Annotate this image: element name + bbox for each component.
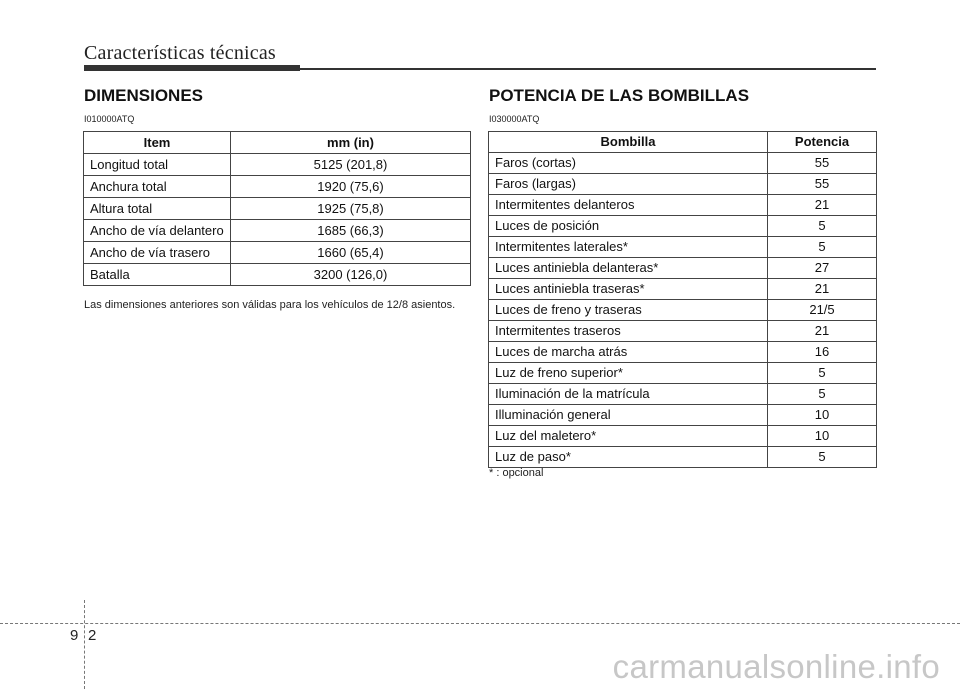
row-value-cell: 21/5 (768, 300, 877, 321)
row-value-cell: 27 (768, 258, 877, 279)
dimensions-table (83, 131, 471, 286)
table-row (84, 264, 471, 286)
row-label-cell: Intermitentes traseros (489, 321, 768, 342)
row-value-cell: 55 (768, 174, 877, 195)
table-row (489, 279, 877, 300)
row-label-cell: Luz del maletero* (489, 426, 768, 447)
table-row (84, 220, 471, 242)
footer-vertical-divider (84, 600, 85, 689)
row-label-cell: Luz de freno superior* (489, 363, 768, 384)
row-value-cell: 1920 (75,6) (231, 176, 471, 198)
column-header: Potencia (768, 132, 877, 153)
row-value-cell: 10 (768, 405, 877, 426)
bulbs-title: POTENCIA DE LAS BOMBILLAS (489, 86, 750, 105)
row-label-cell: Iluminación de la matrícula (489, 384, 768, 405)
row-label-cell: Intermitentes laterales* (489, 237, 768, 258)
dimensions-title: DIMENSIONES (84, 86, 204, 105)
table-row (489, 363, 877, 384)
row-label-cell: Ancho de vía delantero (84, 220, 231, 242)
row-value-cell: 16 (768, 342, 877, 363)
row-value-cell: 5 (768, 363, 877, 384)
table-row (84, 154, 471, 176)
column-header: Bombilla (489, 132, 768, 153)
row-value-cell: 3200 (126,0) (231, 264, 471, 286)
row-value-cell: 55 (768, 153, 877, 174)
row-label-cell: Luces antiniebla traseras* (489, 279, 768, 300)
column-header: Item (84, 132, 231, 154)
row-label-cell: Ancho de vía trasero (84, 242, 231, 264)
table-row (489, 342, 877, 363)
table-row (489, 258, 877, 279)
row-label-cell: Luces de marcha atrás (489, 342, 768, 363)
bulbs-note: * : opcional (489, 467, 544, 479)
row-label-cell: Faros (largas) (489, 174, 768, 195)
table-row (489, 405, 877, 426)
row-value-cell: 1685 (66,3) (231, 220, 471, 242)
row-value-cell: 1660 (65,4) (231, 242, 471, 264)
header-rule-thin (300, 68, 876, 70)
row-label-cell: Illuminación general (489, 405, 768, 426)
watermark: carmanualsonline.info (612, 648, 940, 685)
row-value-cell: 5 (768, 447, 877, 468)
row-label-cell: Longitud total (84, 154, 231, 176)
table-row (84, 198, 471, 220)
row-value-cell: 5125 (201,8) (231, 154, 471, 176)
table-row (84, 242, 471, 264)
row-label-cell: Intermitentes delanteros (489, 195, 768, 216)
table-row (489, 195, 877, 216)
column-header: mm (in) (231, 132, 471, 154)
table-row (489, 321, 877, 342)
row-value-cell: 5 (768, 384, 877, 405)
row-label-cell: Luz de paso* (489, 447, 768, 468)
bulbs-table (488, 131, 877, 468)
table-row (489, 216, 877, 237)
table-row (489, 384, 877, 405)
row-label-cell: Luces de freno y traseras (489, 300, 768, 321)
chapter-number: 9 (70, 627, 79, 644)
dimensions-note: Las dimensiones anteriores son válidas para los vehículos de 12/8 asientos. (84, 299, 456, 311)
dimensions-code: I010000ATQ (84, 114, 135, 124)
row-label-cell: Luces de posición (489, 216, 768, 237)
row-label-cell: Batalla (84, 264, 231, 286)
row-value-cell: 21 (768, 279, 877, 300)
row-label-cell: Faros (cortas) (489, 153, 768, 174)
row-value-cell: 1925 (75,8) (231, 198, 471, 220)
table-row (489, 300, 877, 321)
row-label-cell: Altura total (84, 198, 231, 220)
row-value-cell: 5 (768, 216, 877, 237)
row-label-cell: Anchura total (84, 176, 231, 198)
table-row (489, 174, 877, 195)
header-rule-thick (84, 65, 300, 71)
table-header-row (489, 132, 877, 153)
footer-divider (0, 623, 960, 624)
table-header-row (84, 132, 471, 154)
table-row (84, 176, 471, 198)
page-header-title: Características técnicas (84, 42, 276, 64)
row-value-cell: 21 (768, 321, 877, 342)
page-number: 2 (88, 627, 97, 644)
row-value-cell: 10 (768, 426, 877, 447)
table-row (489, 237, 877, 258)
bulbs-code: I030000ATQ (489, 114, 540, 124)
table-row (489, 447, 877, 468)
row-value-cell: 21 (768, 195, 877, 216)
table-row (489, 426, 877, 447)
row-value-cell: 5 (768, 237, 877, 258)
row-label-cell: Luces antiniebla delanteras* (489, 258, 768, 279)
table-row (489, 153, 877, 174)
